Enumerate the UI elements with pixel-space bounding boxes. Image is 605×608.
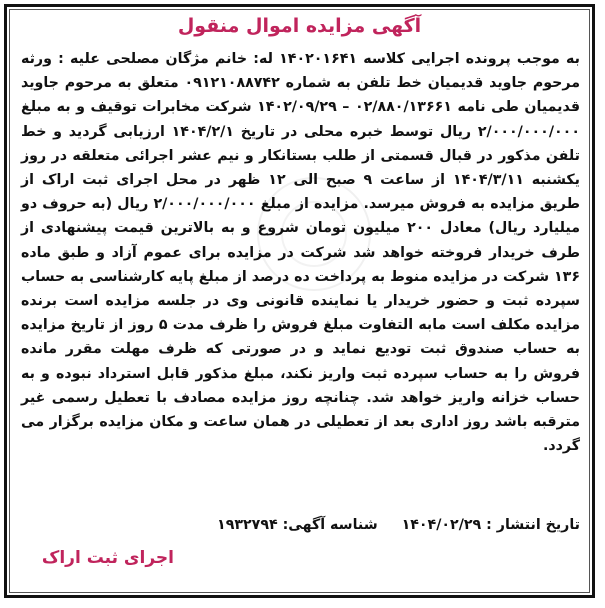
publication-info <box>21 513 580 537</box>
auction-notice <box>4 4 595 598</box>
notice-body: به موجب پرونده اجرایی کلاسه ۱۴۰۲۰۱۶۴۱ له: خانم مژگان مصلحی علیه : ورثه مرحوم جاوید قدیمیان خط تلفن به شماره ۰۹۱۲۱۰۸۸۷۴۲ متعلق به مرحوم جاوید قدیمیان طی نامه ۰۲/۸۸۰/۱۳۶۶۱ – ۱۴۰۲/۰۹/۲۹ شرکت مخابرات توقیف و به مبلغ ۲/۰۰۰/۰۰۰/۰۰۰ ریال توسط خبره محلی در تاریخ ۱۴۰۴/۲/۱ ارزیابی گردید و خط تلفن مذکور در قبال قسمتی از طلب بستانکار و نیم عشر اجرائی متعلقه در روز یکشنبه ۱۴۰۴/۳/۱۱ از ساعت ۹ صبح الی ۱۲ ظهر در محل اجرای ثبت اراک از طریق مزایده به فروش میرسد. مزایده از مبلغ ۲/۰۰۰/۰۰۰/۰۰۰ ریال (به حروف دو میلیارد ریال) معادل ۲۰۰ میلیون تومان شروع و به بالاترین قیمت پیشنهادی از طرف خریدار فروخته خواهد شد شرکت در مزایده برای عموم آزاد و طبق ماده ۱۳۶ شرکت در مزایده منوط به پرداخت ده درصد از مبلغ پایه کارشناسی به حساب سپرده ثبت و حضور خریدار یا نماینده قانونی وی در جلسه مزایده است برنده مزایده مکلف است مابه التفاوت مبلغ فروش را ظرف مدت ۵ روز از تاریخ مزایده به حساب صندوق ثبت تودیع نماید و در صورتی که ظرف مهلت مقرر مانده فروش را به حساب سپرده ثبت واریز نکند، مبلغ مذکور قابل استرداد نبوده و به حساب خزانه واریز خواهد شد. چنانچه روز مزایده مصادف با تعطیل رسمی غیر مترقبه باشد روز اداری بعد از تعطیلی در همان ساعت و مکان مزایده برگزار می گردد. <box>21 51 581 455</box>
notice-title: آگهی مزایده اموال منقول <box>177 15 422 37</box>
publish-date: تاریخ انتشار : ۱۴۰۴/۰۲/۲۹ <box>401 517 580 533</box>
issuer-signature: اجرای ثبت اراک <box>41 548 174 568</box>
ad-id: شناسه آگهی: ۱۹۳۲۷۹۴ <box>217 517 378 533</box>
